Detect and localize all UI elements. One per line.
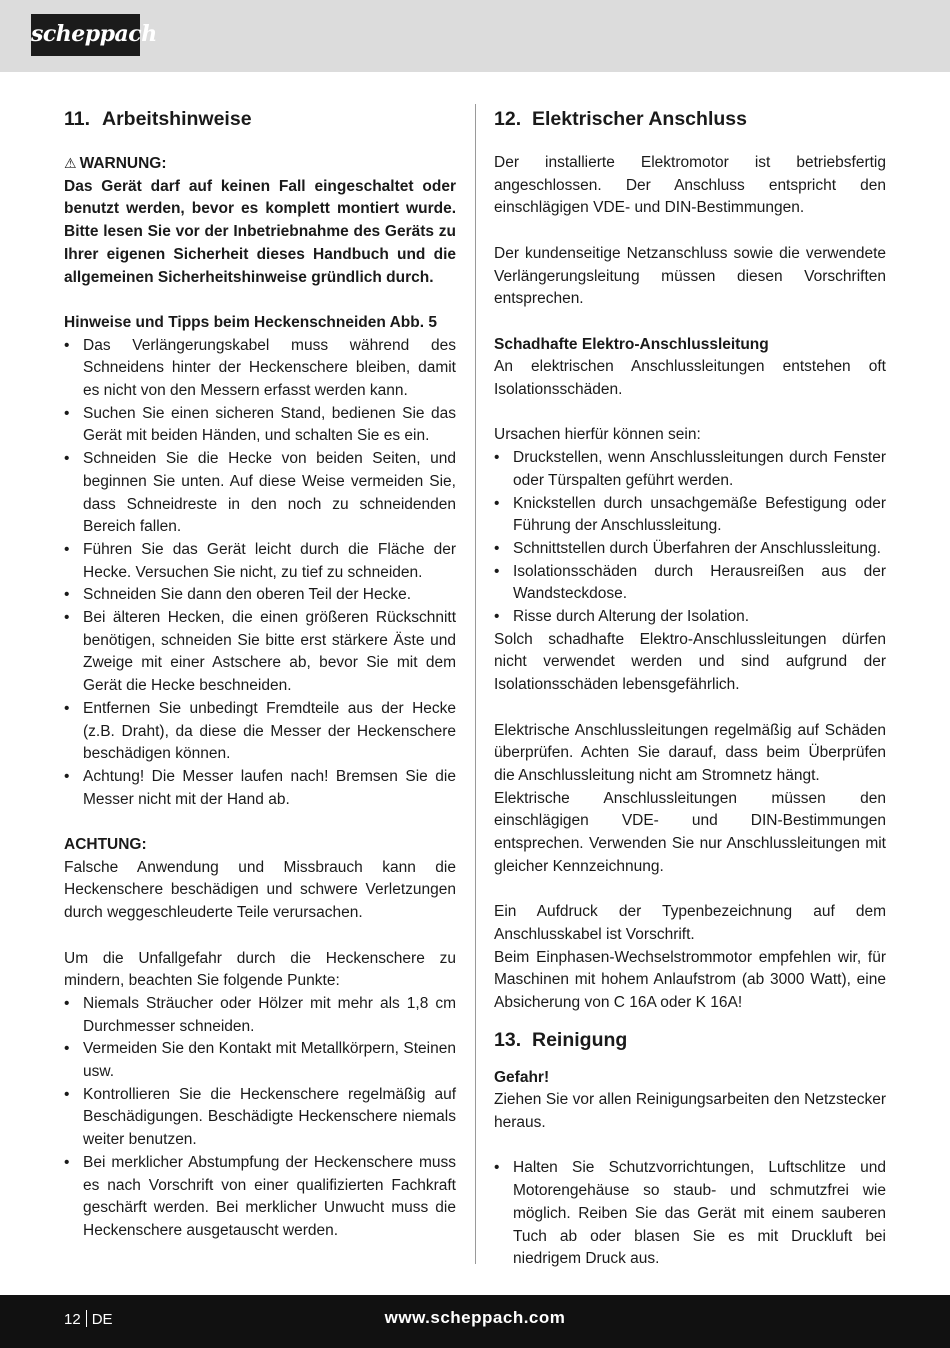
warning-heading xyxy=(64,152,456,176)
page-header xyxy=(0,0,950,72)
section-number: 13. xyxy=(494,1028,522,1051)
causes-list xyxy=(494,447,886,629)
cleaning-list xyxy=(494,1157,886,1271)
column-divider xyxy=(475,104,476,1264)
danger-instruction: Ziehen Sie vor allen Reinigungsarbeiten den Netzstecker heraus. xyxy=(494,1091,886,1132)
list-item: • Schnittstellen durch Überfahren der Anschlussleitung. xyxy=(494,538,886,561)
list-item: • Das Verlängerungskabel muss während des Schneidens hinter der Heckenschere bleiben, damit es nicht von den Messern erfasst werden kann. xyxy=(64,335,456,403)
accident-points-list xyxy=(64,993,456,1243)
check-text: Elektrische Anschlussleitungen regelmäßig auf Schäden überprüfen. Achten Sie darauf, dass beim Überprüfen die Anschlussleitung nicht am Stromnetz hängt. xyxy=(494,721,886,784)
scheppach-logo: scheppach xyxy=(31,14,140,56)
list-item: • Isolationsschäden durch Herausreißen aus der Wandsteckdose. xyxy=(494,561,886,606)
caution-text: Falsche Anwendung und Missbrauch kann die Heckenschere beschädigen und schwere Verletzungen durch weggeschleuderte Teile verursachen. xyxy=(64,858,456,922)
section-heading-11 xyxy=(64,104,456,134)
left-column xyxy=(64,104,456,1243)
label-text: Ein Aufdruck der Typenbezeichnung auf dem Anschlusskabel ist Vorschrift. xyxy=(494,903,886,943)
list-item: • Vermeiden Sie den Kontakt mit Metallkörpern, Steinen usw. xyxy=(64,1038,456,1083)
section-heading-12 xyxy=(494,104,886,134)
list-item: • Bei merklicher Abstumpfung der Heckenschere muss es nach Vorschrift von einer qualifizierten Fachkraft geschärft werden. Bei merklicher Unwucht muss die Heckenschere ausgetauscht werden. xyxy=(64,1152,456,1243)
section-number: 12. xyxy=(494,108,522,130)
list-item: • Kontrollieren Sie die Heckenschere regelmäßig auf Beschädigungen. Beschädigte Heckenschere niemals weiter benutzen. xyxy=(64,1084,456,1152)
list-item: • Schneiden Sie die Hecke von beiden Seiten, und beginnen Sie unten. Auf diese Weise vermeiden Sie, dass Schneidreste in den noch zu schneidenden Bereich fallen. xyxy=(64,448,456,539)
list-item: • Schneiden Sie dann den oberen Teil der Hecke. xyxy=(64,584,456,607)
section-title: Elektrischer Anschluss xyxy=(532,108,747,130)
warning-text: Das Gerät darf auf keinen Fall eingeschaltet oder benutzt werden, bevor es komplett montiert wurde. Bitte lesen Sie vor der Inbetriebnahme des Geräts zu Ihrer eigenen Sicherheit dieses Handbuch und die allgemeinen Sicherheitshinweise gründlich durch. xyxy=(64,177,456,286)
list-item: • Knickstellen durch unsachgemäße Befestigung oder Führung der Anschlussleitung. xyxy=(494,493,886,538)
page-footer xyxy=(0,1295,950,1348)
motor-text: Beim Einphasen-Wechselstrommotor empfehlen wir, für Maschinen mit hohem Anlaufstrom (ab 3000 Watt), eine Absicherung von C 16A oder K 16A! xyxy=(494,948,886,1011)
tips-title: Hinweise und Tipps beim Heckenschneiden Abb. 5 xyxy=(64,313,437,331)
vde-text: Elektrische Anschlussleitungen müssen den einschlägigen VDE- und DIN-Bestimmungen entsprechen. Verwenden Sie nur Anschlussleitungen mit gleicher Kennzeichnung. xyxy=(494,789,886,875)
section-title: Reinigung xyxy=(532,1028,628,1051)
paragraph-customer-connection: Der kundenseitige Netzanschluss sowie die verwendete Verlängerungsleitung müssen diesen Vorschriften entsprechen. xyxy=(494,244,886,308)
list-item: • Entfernen Sie unbedingt Fremdteile aus der Hecke (z.B. Draht), da diese die Messer der Heckenschere beschädigen können. xyxy=(64,698,456,766)
list-item: • Achtung! Die Messer laufen nach! Bremsen Sie die Messer nicht mit der Hand ab. xyxy=(64,766,456,811)
warning-title: WARNUNG: xyxy=(79,155,167,172)
danger-text: Solch schadhafte Elektro-Anschlussleitungen dürfen nicht verwendet werden und sind aufgrund der Isolationsschäden lebensgefährlich. xyxy=(494,630,886,694)
list-item: • Führen Sie das Gerät leicht durch die Fläche der Hecke. Versuchen Sie nicht, zu tief zu schneiden. xyxy=(64,539,456,584)
right-column xyxy=(494,104,886,1271)
defect-text: An elektrischen Anschlussleitungen entstehen oft Isolationsschäden. xyxy=(494,358,886,398)
list-item: • Niemals Sträucher oder Hölzer mit mehr als 1,8 cm Durchmesser schneiden. xyxy=(64,993,456,1038)
list-item: • Halten Sie Schutzvorrichtungen, Luftschlitze und Motorengehäuse so staub- und schmutzfrei wie möglich. Reiben Sie das Gerät mit einem sauberen Tuch ab oder blasen Sie es mit Druckluft bei niedrigem Druck aus. xyxy=(494,1157,886,1271)
section-number: 11. xyxy=(64,108,91,130)
caution-title: ACHTUNG: xyxy=(64,836,147,854)
list-item: • Suchen Sie einen sicheren Stand, bedienen Sie das Gerät mit beiden Händen, und schalten Sie es ein. xyxy=(64,403,456,448)
danger-title: Gefahr! xyxy=(494,1068,550,1086)
paragraph-installed-motor: Der installierte Elektromotor ist betriebsfertig angeschlossen. Der Anschluss entspricht den einschlägigen VDE- und DIN-Bestimmungen. xyxy=(494,154,886,217)
section-title: Arbeitshinweise xyxy=(102,108,252,130)
list-item: • Bei älteren Hecken, die einen größeren Rückschnitt benötigen, schneiden Sie bitte erst stärkere Äste und Zweige mit einer Astschere ab, bevor Sie mit dem Gerät die Hecke beschneiden. xyxy=(64,607,456,698)
page-number: 12 xyxy=(64,1311,81,1328)
list-item: • Risse durch Alterung der Isolation. xyxy=(494,606,886,629)
language-code: DE xyxy=(91,1311,113,1328)
tips-list xyxy=(64,335,456,812)
section-heading-13 xyxy=(494,1025,886,1055)
warning-triangle-icon: ⚠ xyxy=(64,155,77,171)
website-url: www.scheppach.com xyxy=(384,1308,566,1327)
causes-intro: Ursachen hierfür können sein: xyxy=(494,426,701,444)
defect-title: Schadhafte Elektro-Anschlussleitung xyxy=(494,335,769,353)
list-item: • Druckstellen, wenn Anschlussleitungen durch Fenster oder Türspalten geführt werden. xyxy=(494,447,886,492)
accident-intro: Um die Unfallgefahr durch die Heckenschere zu mindern, beachten Sie folgende Punkte: xyxy=(64,949,456,990)
